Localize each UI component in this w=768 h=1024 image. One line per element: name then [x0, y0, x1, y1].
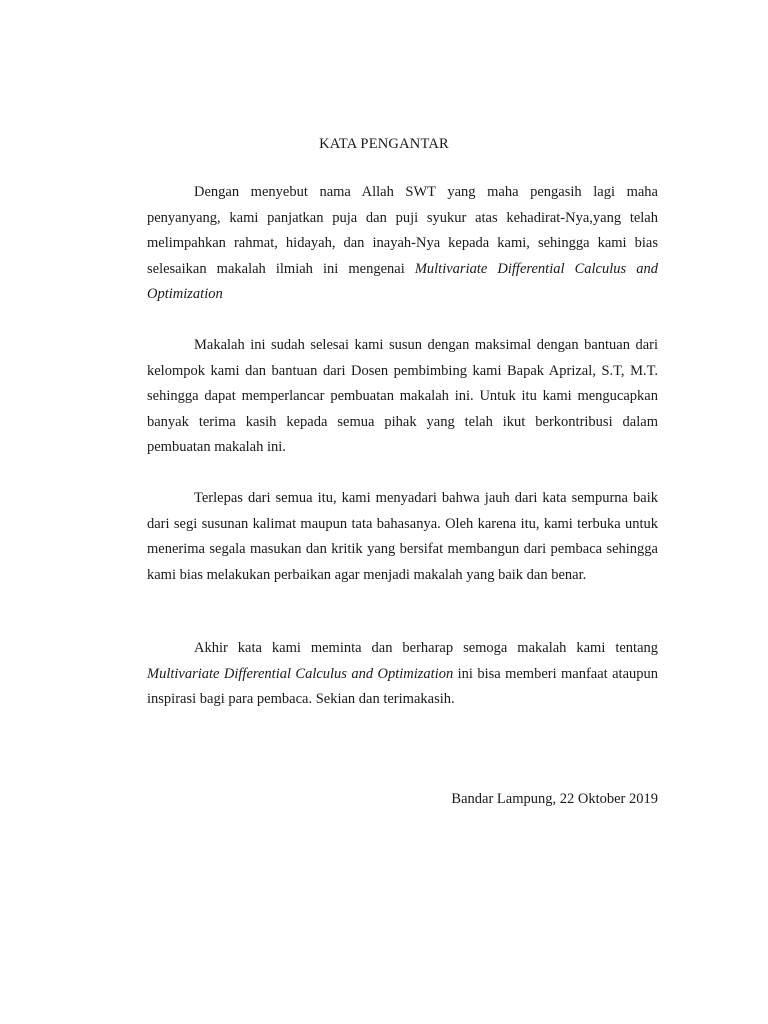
place-and-date: Bandar Lampung, 22 Oktober 2019 — [451, 791, 658, 807]
paragraph-2 — [147, 333, 658, 461]
paragraph-1 — [147, 180, 658, 308]
paragraph-3-text: Terlepas dari semua itu, kami menyadari bahwa jauh dari kata sempurna baik dari segi susunan kalimat maupun tata bahasanya. Oleh karena itu, kami terbuka untuk menerima segala masukan dan kritik yang bersifat membangun dari pembaca sehingga kami bias melakukan perbaikan agar menjadi makalah yang baik dan benar. — [147, 490, 658, 583]
paragraph-4-topic: Multivariate Differential Calculus and Optimization — [147, 665, 454, 682]
paragraph-4 — [147, 636, 658, 713]
paragraph-2-text: Makalah ini sudah selesai kami susun dengan maksimal dengan bantuan dari kelompok kami dan bantuan dari Dosen pembimbing kami Bapak Aprizal, S.T, M.T. sehingga dapat memperlancar pembuatan makalah ini. Untuk itu kami mengucapkan banyak terima kasih kepada semua pihak yang telah ikut berkontribusi dalam pembuatan makalah ini. — [147, 337, 658, 456]
document-title: KATA PENGANTAR — [319, 136, 449, 152]
paragraph-4-text-end: ini bisa memberi manfaat ataupun inspirasi bagi para pembaca. Sekian dan terimakasih. — [147, 665, 659, 708]
paragraph-1-topic: Multivariate Differential Calculus and Optimization — [147, 260, 658, 303]
paragraph-1-text-start: Dengan menyebut nama Allah SWT yang maha pengasih lagi maha penyanyang, kami panjatkan puja dan puji syukur atas kehadirat-Nya,yang telah melimpahkan rahmat, hidayah, dan inayah-Nya kepada kami, sehingga kami bias selesaikan makalah ilmiah ini mengenai — [147, 184, 658, 277]
paragraph-4-text-start: Akhir kata kami meminta dan berharap semoga makalah kami tentang — [194, 640, 658, 656]
paragraph-3 — [147, 486, 658, 588]
